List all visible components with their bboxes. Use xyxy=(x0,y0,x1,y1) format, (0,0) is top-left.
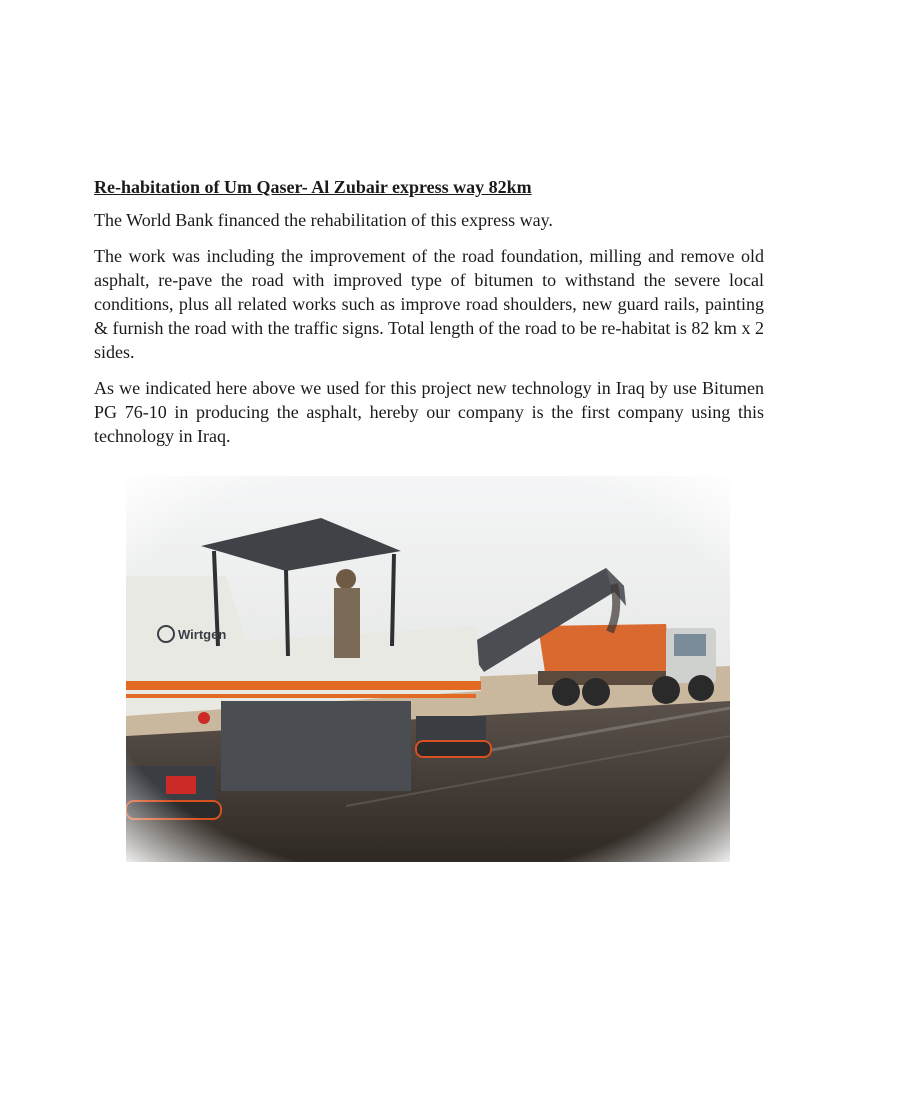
paragraph-financing: The World Bank financed the rehabilitation of this express way. xyxy=(94,210,553,230)
milling-machine-photo xyxy=(126,476,730,862)
paragraph-work-scope: The work was including the improvement of the road foundation, milling and remove old asphalt, re-pave the road with improved type of bitumen to withstand the severe local conditions, plus all related works such as improve road shoulders, new guard rails, painting & furnish the road with the traffic signs. Total length of the road to be re-habitat is 82 km x 2 sides. xyxy=(94,246,764,362)
paragraph-technology: As we indicated here above we used for this project new technology in Iraq by use Bitumen PG 76-10 in producing the asphalt, hereby our company is the first company using this technology in Iraq. xyxy=(94,378,764,446)
section-heading: Re-habitation of Um Qaser- Al Zubair express way 82km xyxy=(94,177,532,197)
document-body xyxy=(94,176,764,460)
road-milling-scene xyxy=(126,476,730,862)
